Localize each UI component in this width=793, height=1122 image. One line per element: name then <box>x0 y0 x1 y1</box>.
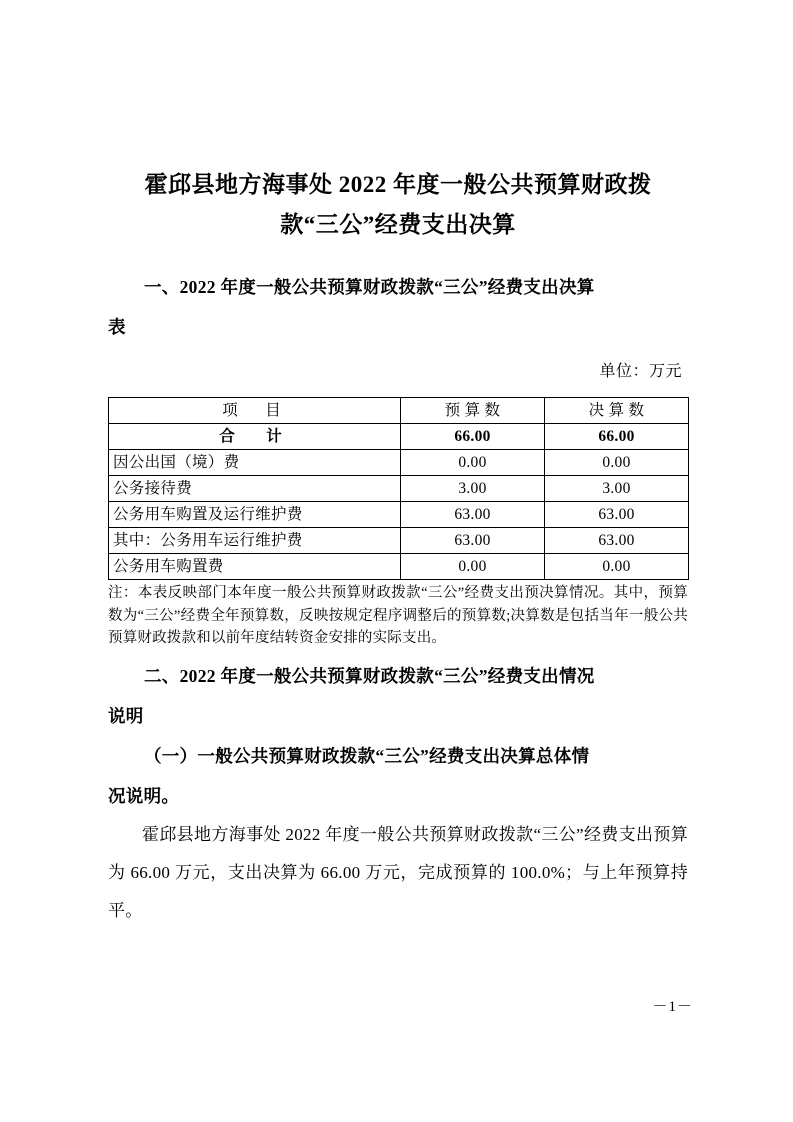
row-label: 因公出国（境）费 <box>109 450 401 476</box>
table-row <box>109 450 689 476</box>
section-heading-1-cont: 表 <box>108 317 126 337</box>
table-header-final: 决 算 数 <box>545 398 689 424</box>
row-budget: 63.00 <box>401 528 545 554</box>
row-label: 合 计 <box>109 424 401 450</box>
row-final: 63.00 <box>545 502 689 528</box>
page-title: 霍邱县地方海事处 2022 年度一般公共预算财政拨款“三公”经费支出决算 <box>144 172 652 237</box>
table-row <box>109 424 689 450</box>
document-content <box>108 165 688 930</box>
table-note: 注：本表反映部门本年度一般公共预算财政拨款“三公”经费支出预决算情况。其中，预算数为“三公”经费全年预算数，反映按规定程序调整后的预算数;决算数是包括当年一般公共预算财政拨款和以前年度结转资金安排的实际支出。 <box>108 585 688 646</box>
row-budget: 66.00 <box>401 424 545 450</box>
page-number: －1－ <box>652 999 693 1015</box>
table-row <box>109 528 689 554</box>
row-budget: 63.00 <box>401 502 545 528</box>
section-heading-2-cont: 说明 <box>108 705 144 726</box>
row-final: 3.00 <box>545 476 689 502</box>
row-budget: 0.00 <box>401 450 545 476</box>
row-final: 63.00 <box>545 528 689 554</box>
row-final: 66.00 <box>545 424 689 450</box>
row-budget: 3.00 <box>401 476 545 502</box>
row-final: 0.00 <box>545 450 689 476</box>
section-heading-1: 一、2022 年度一般公共预算财政拨款“三公”经费支出决算 <box>144 277 595 297</box>
subsection-heading-1-cont: 况说明。 <box>108 785 180 806</box>
unit-label: 单位：万元 <box>599 363 682 380</box>
section-heading-2: 二、2022 年度一般公共预算财政拨款“三公”经费支出情况 <box>144 665 595 686</box>
row-label: 公务接待费 <box>109 476 401 502</box>
budget-table <box>108 397 689 580</box>
table-row <box>109 476 689 502</box>
row-final: 0.00 <box>545 554 689 580</box>
row-budget: 0.00 <box>401 554 545 580</box>
row-label: 其中：公务用车运行维护费 <box>109 528 401 554</box>
table-row <box>109 502 689 528</box>
row-label: 公务用车购置及运行维护费 <box>109 502 401 528</box>
table-row <box>109 554 689 580</box>
table-header-row <box>109 398 689 424</box>
row-label: 公务用车购置费 <box>109 554 401 580</box>
table-header-budget: 预 算 数 <box>401 398 545 424</box>
subsection-heading-1: （一）一般公共预算财政拨款“三公”经费支出决算总体情 <box>144 745 590 766</box>
table-header-item: 项 目 <box>109 398 401 424</box>
body-paragraph-1: 霍邱县地方海事处 2022 年度一般公共预算财政拨款“三公”经费支出预算为 66.00 万元，支出决算为 66.00 万元，完成预算的 100.0%；与上年预算持平。 <box>108 824 688 920</box>
